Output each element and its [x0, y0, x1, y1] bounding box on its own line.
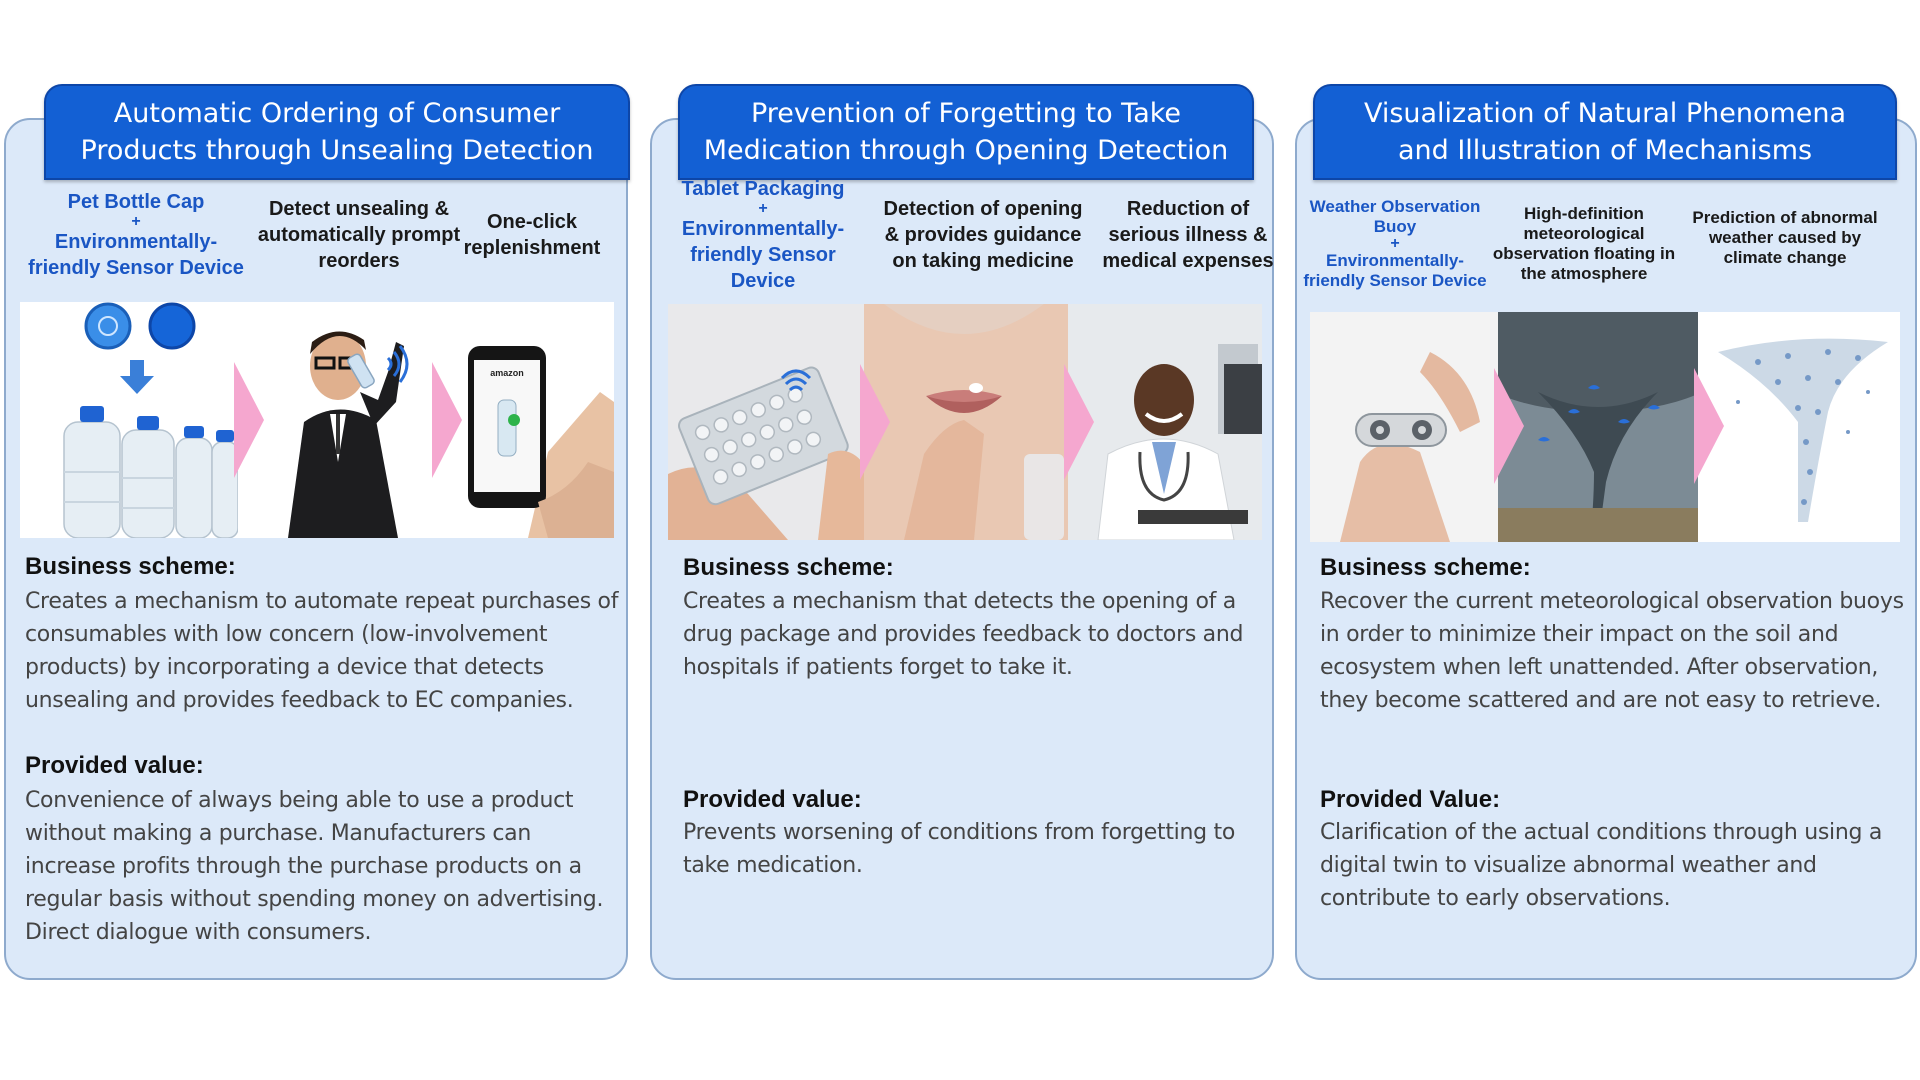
plus-sign: +: [1390, 235, 1400, 252]
flow-arrow: [432, 362, 462, 478]
step-device-line2: Environmentally-friendly Sensor Device: [1303, 251, 1487, 290]
step-reduction: Reduction of serious illness & medical expenses: [1102, 198, 1274, 272]
bottles-image: [20, 302, 238, 538]
down-arrow-icon: [120, 360, 154, 394]
image-strip: [1310, 312, 1900, 542]
business-scheme-text: Recover the current meteorological observation buoys in order to minimize their impact on the soil and ecosystem when left unattended. After observation, they become scattered and are not easy to retrieve.: [1320, 589, 1904, 713]
step-device-line1: Tablet Packaging: [681, 178, 845, 200]
flow-arrow: [234, 362, 264, 478]
provided-value-text: Convenience of always being able to use a product without making a purchase. Manufacturers can increase profits through the purchase products on a regular basis without spending money on advertising. Direct dialogue with consumers.: [25, 788, 604, 945]
image-strip: [668, 304, 1262, 540]
card-title: Visualization of Natural Phenomena and Illustration of Mechanisms: [1313, 84, 1897, 180]
business-scheme-label: Business scheme:: [25, 553, 236, 580]
card-title: Automatic Ordering of Consumer Products through Unsealing Detection: [44, 84, 630, 180]
cap-sensor-icon: [86, 304, 130, 348]
step-device-line1: Weather Observation Buoy: [1309, 197, 1481, 236]
image-strip: [20, 302, 614, 538]
step-detect: Detection of opening & provides guidance on taking medicine: [883, 198, 1083, 272]
phone-in-hand-image: [438, 302, 614, 538]
business-scheme-label: Business scheme:: [1320, 554, 1531, 581]
step-replenish: One-click replenishment: [463, 211, 601, 259]
step-device-line1: Pet Bottle Cap: [67, 191, 205, 213]
plus-sign: +: [758, 200, 768, 217]
man-drinking-image: [238, 302, 438, 538]
plus-sign: +: [131, 213, 141, 230]
flow-arrow: [860, 364, 890, 480]
provided-value-label: Provided Value:: [1320, 786, 1501, 813]
provided-value-label: Provided value:: [683, 786, 862, 813]
tornado-image: [1498, 312, 1698, 542]
business-scheme-text: Creates a mechanism to automate repeat purchases of consumables with low concern (low-involvement products) by incorporating a device that detects unsealing and provides feedback to EC companies.: [25, 589, 619, 713]
step-prediction: Prediction of abnormal weather caused by climate change: [1692, 208, 1878, 267]
card-title: Prevention of Forgetting to Take Medication through Opening Detection: [678, 84, 1254, 180]
provided-value-label: Provided value:: [25, 752, 204, 779]
provided-value-text: Prevents worsening of conditions from forgetting to take medication.: [683, 820, 1235, 878]
step-device: [1300, 194, 1490, 294]
flow-arrow: [1064, 364, 1094, 480]
step-detect: Detect unsealing & automatically prompt reorders: [257, 198, 461, 272]
business-scheme-label: Business scheme:: [683, 554, 894, 581]
sensor-buoy-image: [1310, 312, 1498, 542]
provided-value-text: Clarification of the actual conditions through using a digital twin to visualize abnormal weather and contribute to early observations.: [1320, 820, 1883, 911]
phone-brand-label: amazon: [490, 368, 524, 378]
doctor-image: [1068, 304, 1262, 540]
flow-arrow: [1694, 368, 1724, 484]
step-observation: High-definition meteorological observation floating in the atmosphere: [1492, 204, 1676, 283]
step-device: [656, 178, 870, 292]
woman-taking-pill-image: [864, 304, 1068, 540]
cap-icon: [150, 304, 194, 348]
step-device: [24, 193, 248, 277]
business-scheme-text: Creates a mechanism that detects the opening of a drug package and provides feedback to doctors and hospitals if patients forget to take it.: [683, 589, 1244, 680]
check-icon: [508, 414, 520, 426]
step-device-line2: Environmentally-friendly Sensor Device: [28, 231, 244, 279]
digital-twin-tornado-image: [1698, 312, 1900, 542]
tablet-pack-image: [668, 304, 864, 540]
step-device-line2: Environmentally-friendly Sensor Device: [681, 218, 845, 292]
flow-arrow: [1494, 368, 1524, 484]
